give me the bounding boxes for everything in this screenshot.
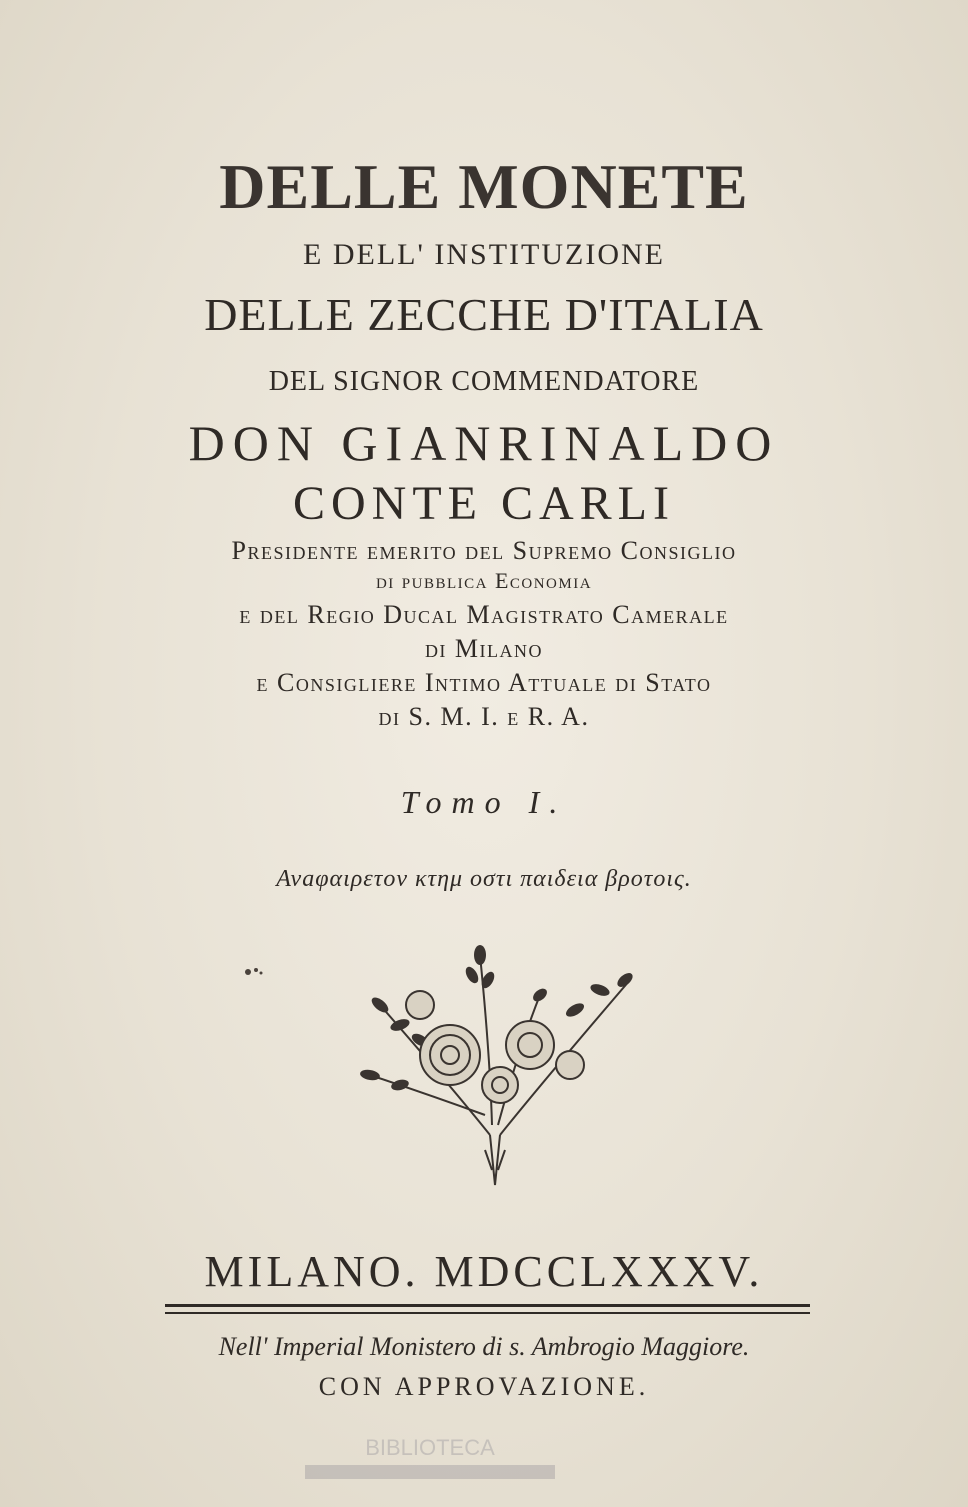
author-name: DON GIANRINALDO: [188, 415, 780, 471]
floral-vignette-icon: [340, 935, 650, 1195]
by-line: DEL SIGNOR COMMENDATORE: [268, 366, 700, 397]
author-office-1: Presidente emerito del Supremo Consiglio: [231, 536, 737, 565]
imprint-place-date: MILANO. MDCCLXXXV.: [204, 1247, 764, 1296]
author-office-5: e Consigliere Intimo Attuale di Stato: [256, 668, 712, 697]
volume-label: Tomo I.: [400, 784, 568, 820]
author-title: CONTE CARLI: [293, 477, 675, 530]
author-office-4: di Milano: [424, 634, 544, 663]
subtitle-line-2: DELLE ZECCHE D'ITALIA: [204, 289, 764, 340]
subtitle-line-1: E DELL' INSTITUZIONE: [303, 238, 665, 271]
library-stamp: [295, 1430, 565, 1490]
author-office-6: di S. M. I. e R. A.: [378, 702, 590, 731]
author-office-2: di pubblica Economia: [375, 568, 593, 593]
book-title: DELLE MONETE: [219, 151, 749, 222]
stamp-text: BIBLIOTECA: [365, 1435, 495, 1460]
printer-line: Nell' Imperial Monistero di s. Ambrogio Maggiore.: [218, 1332, 750, 1361]
ink-speck: [242, 962, 268, 980]
approval-line: CON APPROVAZIONE.: [318, 1372, 650, 1401]
double-rule-bottom: [165, 1312, 810, 1314]
author-office-3: e del Regio Ducal Magistrato Camerale: [239, 600, 729, 629]
double-rule-top: [165, 1304, 810, 1307]
greek-motto: Ανaφαιρετον κτημ οστι παιδεια βροτοις.: [276, 866, 692, 892]
